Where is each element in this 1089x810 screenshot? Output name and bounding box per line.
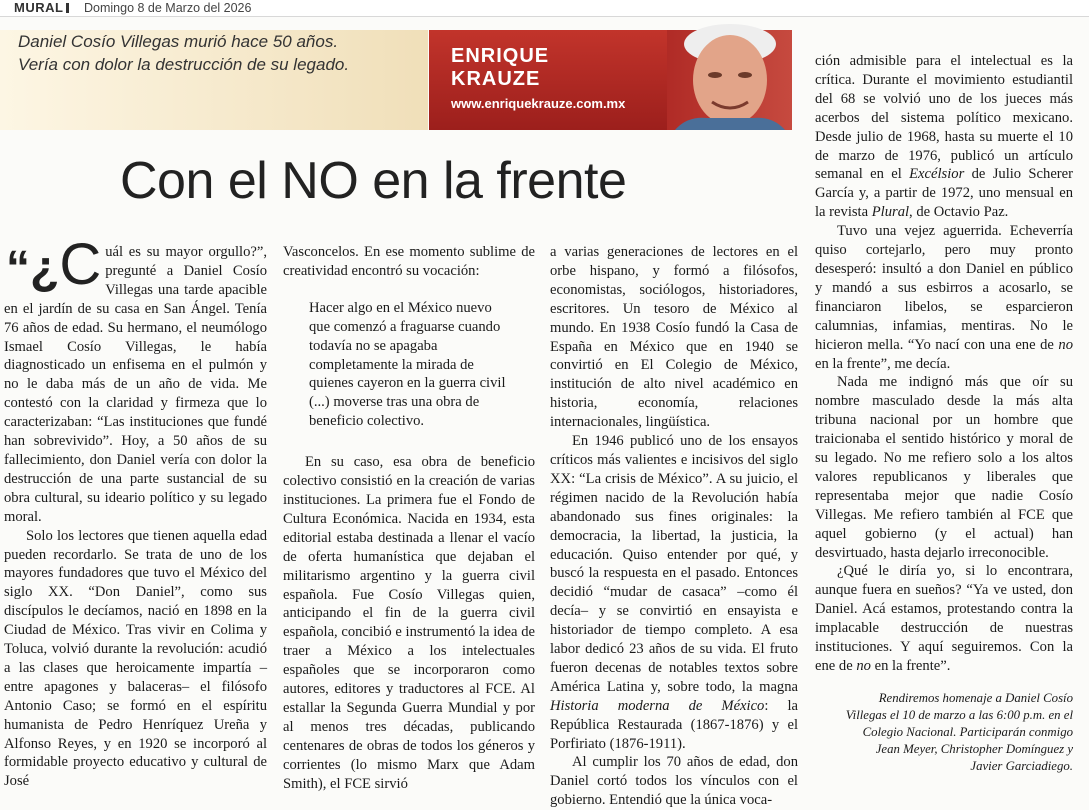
article-column-1 [4,232,267,791]
block-quote: Hacer algo en el México nuevo que comenzó a fraguarse cuando todavía no se apagaba completamente la mirada de quienes cayeron en la guerra civil (...) moverse tras una obra de beneficio colectivo. [309,299,506,430]
drop-cap: “¿C [6,232,102,297]
paragraph: a varias generaciones de lectores en el orbe hispano, y formó a filósofos, economistas, sociólogos, historiadores, escritores. Un tesoro de México al mundo. En 1938 Cosío fundó la Casa de España en México que en 1940 se convirtió en El Colegio de México, institución de alto nivel académico en historia, economía, relaciones internacionales, lingüística. [550,244,798,431]
paragraph: Nada me indignó más que oír su nombre masculado desde la más alta tribuna nacional por un hombre que traicionaba el sentido histórico y moral de su legado. No me refiero solo a los altos valores republicanos y liberales que representaba mejor que nadie Cosío Villegas. Me refiero también al FCE que aquel gobierno (y el actual) han desvirtuado, hasta dejarlo irreconocible. [815,374,1073,561]
article-column-4 [815,52,1073,775]
paragraph: Tuvo una vejez aguerrida. Echeverría quiso cortejarlo, pero muy pronto desesperó: insultó a don Daniel en público y mandó a sus esbirros a acosarlo, se financiaron libelos, se esparcieron calumnias, infamias, mentiras. No le hicieron mella. “Yo nací con una ene de no en la frente”, me decía. [815,223,1073,372]
author-website: www.enriquekrauze.com.mx [451,96,626,111]
paragraph: “¿C uál es su mayor orgullo?”, pregunté a Daniel Cosío Villegas una tarde apacible en el jardín de su casa en San Ángel. Tenía 76 años de edad. Su hermano, el neumólogo Ismael Cosío Villegas, le había diagnosticado un enfisema en el pulmón y no le daba más de un año de vida. Me contestó con la claridad y firmeza que lo caracterizaban: “Las instituciones que fundé han sobrevivido”. Hoy, a 50 años de su fallecimiento, don Daniel vería con dolor la destrucción de una parte sustancial de su obra cultural, su ideario político y su legado moral. [4,232,267,525]
tagline-line-1: Daniel Cosío Villegas murió hace 50 años. [18,32,339,51]
author-last-name: KRAUZE [451,68,541,90]
tagline-line-2: Vería con dolor la destrucción de su legado. [18,55,350,74]
top-bar [0,0,1089,17]
tagline [18,30,418,76]
paragraph: Al cumplir los 70 años de edad, don Daniel cortó todos los vínculos con el gobierno. Entendió que la única voca- [550,754,798,809]
paragraph: En 1946 publicó uno de los ensayos críticos más valientes e incisivos del siglo XX: “La crisis de México”. A su juicio, el régimen nacido de la Revolución había abandonado sus fines originales: la democracia, la libertad, la justicia, la educación. Quiso entender por qué, y buscó la respuesta en el pasado. Entonces decidió “mudar de casaca” –como él decía– y se convirtió en ensayista e historiador de tiempo completo. A esa labor dedicó 23 años de su vida. El fruto fueron decenas de notables textos sobre América Latina y, sobre todo, la magna Historia moderna de México: la República Restaurada (1867-1876) y el Porfiriato (1876-1911). [550,433,798,752]
paragraph: En su caso, esa obra de beneficio colectivo consistió en la creación de varias instituciones. La primera fue el Fondo de Cultura Económica. Nacida en 1934, esta editorial estaba destinada a llenar el vacío de oferta humanística que dejaban el militarismo argentino y la guerra civil española. Fue Cosío Villegas quien, anticipando el fin de la guerra civil española, concibió e instrumentó la idea de traer a México a los intelectuales españoles que se incorporaron como autores, editores y traductores al FCE. Al estallar la Segunda Guerra Mundial y por al menos tres décadas, publicando centenares de obras de todos los géneros y corrientes (lo mismo Marx que Adam Smith), el FCE sirvió [283,454,535,792]
brand-separator [66,3,69,13]
article-column-3 [550,243,798,810]
paragraph: ¿Qué le diría yo, si lo encontrara, aunque fuera en sueños? “Ya ve usted, don Daniel. Acá estamos, protestando contra la implacable destrucción de nuestras instituciones. Y aquí seguiremos. Con la ene de no en la frente”. [815,563,1073,674]
paragraph: ción admisible para el intelectual es la crítica. Durante el movimiento estudiantil del 68 se volvió uno de los jueces más acerbos del sistema político mexicano. Desde julio de 1968, hasta su muerte el 10 de marzo de 1976, publicó un artículo semanal en el Excélsior de Julio Scherer García y, a partir de 1972, uno mensual en la revista Plural, de Octavio Paz. [815,53,1073,221]
author-first-name: ENRIQUE [451,45,550,67]
author-portrait [667,30,792,130]
author-box [429,30,792,130]
event-note: Rendiremos homenaje a Daniel Cosío Villegas el 10 de marzo a las 6:00 p.m. en el Colegio Nacional. Participarán conmigo Jean Meyer, Christopher Domínguez y Javier Garciadiego. [845,690,1073,773]
paragraph: Solo los lectores que tienen aquella edad pueden recordarlo. Se trata de uno de los mayores fundadores que tuvo el México del siglo XX. “Don Daniel”, como sus discípulos le decíamos, nació en 1898 en la Ciudad de México. Tras vivir en Colima y Toluca, volvió durante la revolución: acudió a las clases que heroicamente impartía –entre apagones y balaceras– el filósofo Antonio Caso; se formó en el espíritu humanista de Pedro Henríquez Ureña y Alfonso Reyes, y en 1920 se incorporó al formidable proyecto educativo y cultural de José [4,527,267,790]
paragraph: Vasconcelos. En ese momento sublime de creatividad encontró su vocación: [283,244,535,279]
article-column-2 [283,243,535,793]
newspaper-brand: MURAL [14,0,64,15]
date-line: Domingo 8 de Marzo del 2026 [84,1,252,15]
article-headline: Con el NO en la frente [120,152,627,210]
